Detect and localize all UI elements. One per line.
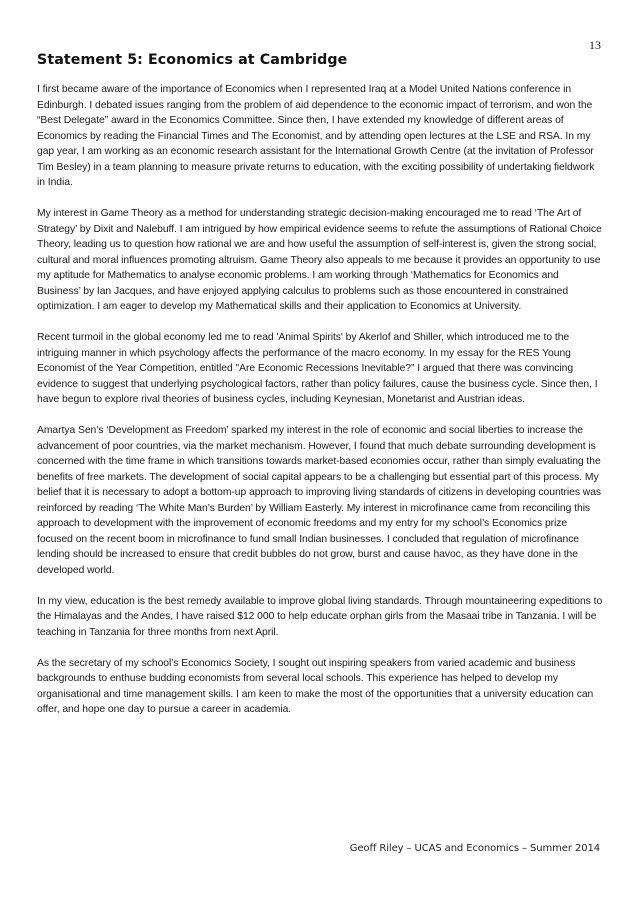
paragraph-global-economy: Recent turmoil in the global economy led me to read 'Animal Spirits' by Akerlof and Shiller, which introduced me to the intriguing manner in which psychology affects the performance of the macro economy. In my essay for the RES Young Economist of the Year Competition, entitled "Are Economic Recessions Inevitable?” I argued that there was convincing evidence to suggest that underlying psychological factors, rather than policy failures, cause the business cycle. Since then, I have begun to explore rival theories of business cycles, including Keynesian, Monetarist and Austrian ideas. [37,332,598,405]
page-footer: Geoff Riley – UCAS and Economics – Summer 2014 [349,843,600,854]
statement-body [37,82,603,733]
statement-title: Statement 5: Economics at Cambridge [37,52,348,68]
paragraph-game-theory: My interest in Game Theory as a method for understanding strategic decision-making encouraged me to read ‘The Art of Strategy’ by Dixit and Nalebuff. I am intrigued by how empirical evidence seems to refute the assumptions of Rational Choice Theory, leading us to question how rational we are and how useful the assumption of self-interest is, given the strong social, cultural and moral influences promoting altruism. Game Theory also appeals to me because it provides an opportunity to use my aptitude for Mathematics to analyse economic problems. I am working through ‘Mathematics for Economics and Business’ by Ian Jacques, and have enjoyed applying calculus to problems such as those encountered in constrained optimization. I am eager to develop my Mathematical skills and their application to Economics at University. [37,208,602,312]
paragraph-economics-society: As the secretary of my school’s Economics Society, I sought out inspiring speakers from varied academic and business backgrounds to enthuse budding economists from several local schools. This experience has helped to develop my organisational and time management skills. I am keen to make the most of the opportunities that a university education can offer, and hope one day to pursue a career in academia. [37,657,594,715]
paragraph-education: In my view, education is the best remedy available to improve global living standards. Through mountaineering expeditions to the Himalayas and the Andes, I have raised $12 000 to help educate orphan girls from the Masaai tribe in Tanzania. I will be teaching in Tanzania for three months from next April. [37,595,603,638]
page-number: 13 [589,38,601,52]
paragraph-economics-awareness: I first became aware of the importance of Economics when I represented Iraq at a Model United Nations conference in Edinburgh. I debated issues ranging from the problem of aid dependence to the economic impact of terrorism, and won the “Best Delegate” award in the Economics Committee. Since then, I have extended my knowledge of different areas of Economics by reading the Financial Times and The Economist, and by attending open lectures at the LSE and RSA. In my gap year, I am working as an economic research assistant for the International Growth Centre (at the invitation of Professor Tim Besley) in a team planning to measure private returns to education, with the exciting possibility of undertaking fieldwork in India. [37,84,595,188]
paragraph-development: Amartya Sen’s ‘Development as Freedom’ sparked my interest in the role of economic and social liberties to increase the advancement of poor countries, via the market mechanism. However, I found that much debate surrounding development is concerned with the time frame in which transitions towards market-based economies occur, rather than simply evaluating the benefits of free markets. The development of social capital appears to be a challenging but essential part of this process. My belief that it is necessary to adopt a bottom-up approach to improving living standards of citizens in developing countries was reinforced by reading ‘The White Man’s Burden’ by William Easterly. My interest in microfinance came from reconciling this approach to development with the improvement of economic freedoms and my entry for my school’s Economics prize focused on the recent boom in microfinance to fund small Indian businesses. I concluded that regulation of microfinance lending should be increased to ensure that credit bubbles do not grow, burst and cause havoc, as they have done in the developed world. [37,425,602,576]
